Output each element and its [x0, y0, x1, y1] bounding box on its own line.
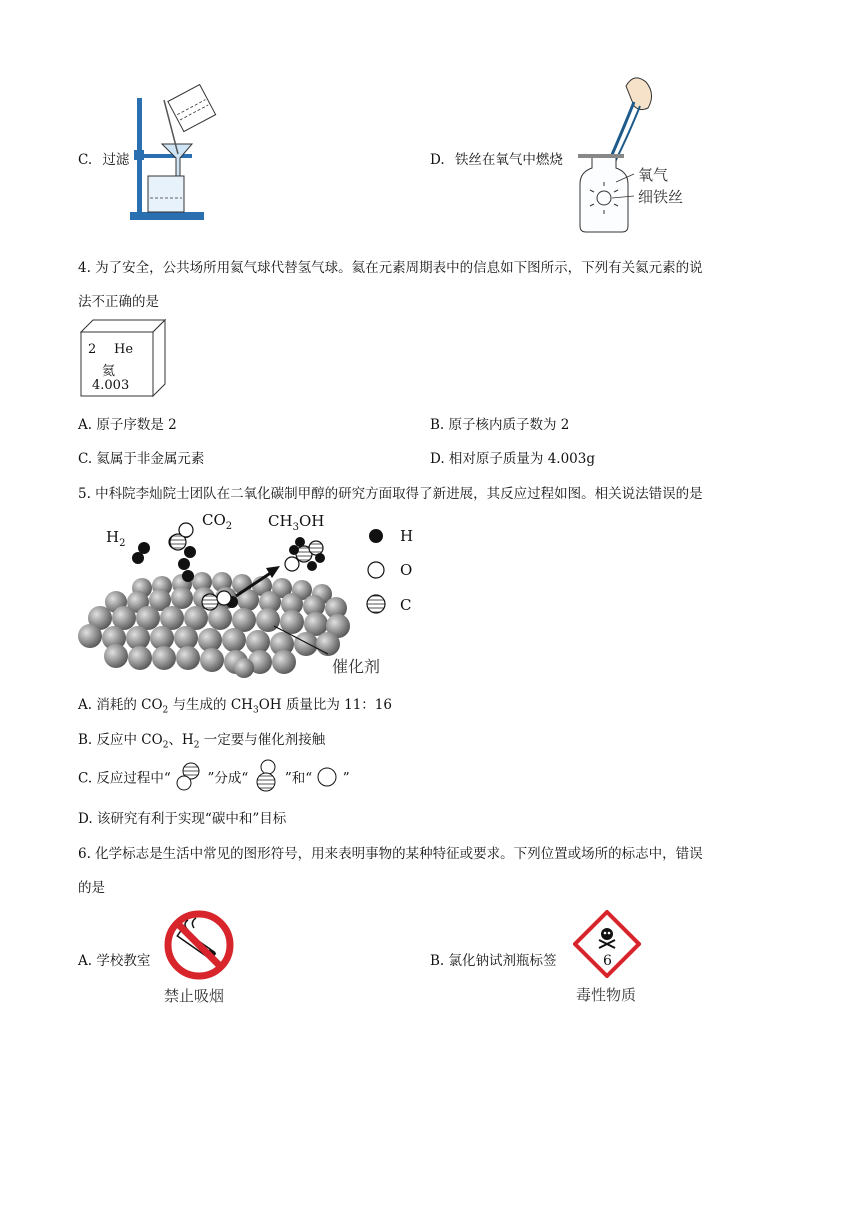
fig-label-ch3oh-sub: 3	[292, 522, 299, 533]
q6-stem-line2: 的是	[78, 880, 105, 896]
q5-option-b-sub2: 2	[193, 740, 200, 751]
element-atomic-mass: 4.003	[92, 378, 130, 393]
fig-label-co2-sub: 2	[225, 521, 233, 532]
q5-option-a-sub: 2	[162, 705, 169, 716]
q5-option-b-sub: 2	[162, 740, 169, 751]
fig-label-h2-sub: 2	[119, 538, 126, 549]
catalyst-balls	[78, 572, 350, 678]
q3-option-d-letter: D.	[430, 152, 445, 168]
fig-label-ch3oh-b: OH	[298, 512, 325, 530]
q5-stem: 5. 中科院李灿院士团队在二氧化碳制甲醇的研究方面取得了新进展，其反应过程如图。相关说法错误的是	[78, 486, 703, 502]
q3-option-c-letter: C.	[78, 152, 93, 168]
no-smoking-sign-icon	[162, 908, 236, 982]
q5-option-a-sub2: 3	[252, 705, 259, 716]
legend-c-label: C	[400, 596, 412, 614]
toxic-sign-caption: 毒性物质	[576, 986, 637, 1004]
fig-label-h2	[106, 528, 125, 549]
fig-label-co2-text: CO	[202, 511, 226, 529]
q5-option-a-part3: OH 质量比为 11：16	[258, 697, 392, 713]
q5-option-b-part1: B. 反应中 CO	[78, 732, 163, 748]
q4-option-b: B. 原子核内质子数为 2	[430, 417, 570, 433]
element-atomic-number: 2	[88, 342, 97, 357]
toxic-sign-number: 6	[603, 953, 612, 969]
fig-label-h2-text: H	[106, 528, 120, 546]
q3-option-c-text: 过滤	[102, 152, 130, 168]
q5-option-a-part2: 与生成的 CH	[168, 697, 253, 713]
fig-label-co2	[202, 511, 232, 532]
fig-label-oxygen: 氧气	[638, 166, 669, 184]
q4-stem-line1: 4. 为了安全，公共场所用氦气球代替氢气球。氦在元素周期表中的信息如下图所示，下列有关氦元素的说	[78, 260, 703, 276]
q3-option-c	[78, 148, 129, 168]
q5-option-c-part1: C. 反应过程中“	[78, 770, 171, 787]
c-atom-icon	[253, 758, 281, 792]
q4-stem-line2: 法不正确的是	[78, 294, 159, 310]
co-molecule-icon	[175, 761, 203, 791]
q3-option-d-text: 铁丝在氧气中燃烧	[454, 152, 563, 168]
q5-option-a-part1: A. 消耗的 CO	[78, 697, 163, 713]
q5-option-c-part4: ”	[342, 770, 350, 787]
fig-label-iron-wire: 细铁丝	[638, 188, 684, 206]
q5-option-c-part2: ”分成“	[207, 770, 249, 787]
q3-option-d	[430, 148, 563, 168]
q5-option-b-part3: 一定要与催化剂接触	[199, 732, 326, 748]
legend-o-label: O	[400, 561, 413, 579]
q4-option-a: A. 原子序数是 2	[78, 417, 177, 433]
legend-h-label: H	[400, 527, 414, 545]
reaction-process-figure	[76, 506, 426, 678]
q5-option-c-part3: ”和“	[284, 770, 313, 787]
element-symbol: He	[114, 342, 134, 357]
o-atom-icon	[316, 766, 338, 788]
q4-option-d: D. 相对原子质量为 4.003g	[430, 451, 596, 467]
q6-option-a: A. 学校教室	[78, 953, 151, 969]
filtration-figure	[126, 80, 222, 225]
q5-option-b-part2: 、H	[168, 732, 194, 748]
element-name: 氦	[102, 364, 116, 379]
q6-option-b: B. 氯化钠试剂瓶标签	[430, 953, 557, 969]
q5-option-d: D. 该研究有利于实现“碳中和”目标	[78, 811, 287, 827]
no-smoking-caption: 禁止吸烟	[164, 987, 225, 1005]
q5-option-c	[78, 766, 350, 792]
q6-stem-line1: 6. 化学标志是生活中常见的图形符号，用来表明事物的某种特征或要求。下列位置或场所的标志中，错误	[78, 846, 703, 862]
iron-burning-figure	[574, 72, 694, 237]
fig-label-ch3oh-a: CH	[268, 512, 293, 530]
fig-label-catalyst: 催化剂	[332, 657, 381, 676]
q5-option-a	[78, 693, 392, 716]
q5-option-b	[78, 728, 325, 751]
fig-label-ch3oh	[268, 512, 324, 533]
q4-option-c: C. 氦属于非金属元素	[78, 451, 205, 467]
